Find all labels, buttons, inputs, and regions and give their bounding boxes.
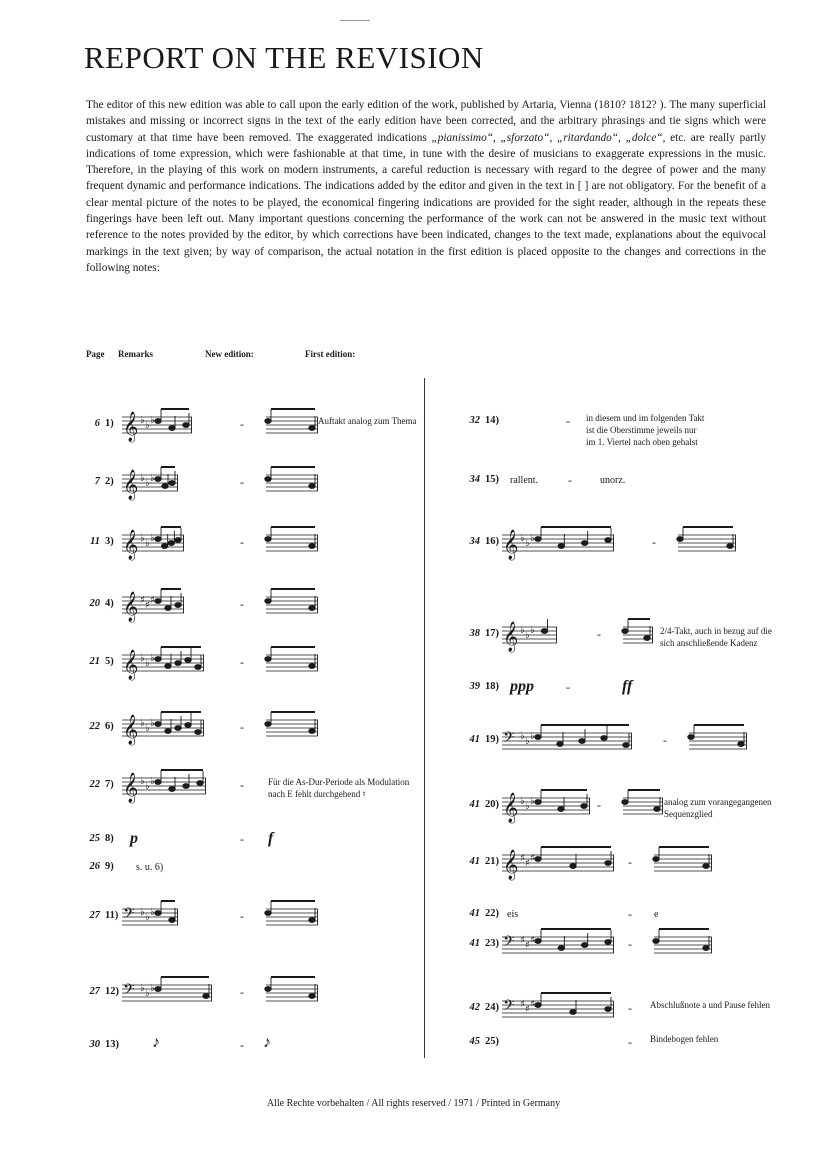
note-page-number: 39 (469, 681, 480, 692)
svg-text:𝄞: 𝄞 (123, 650, 139, 680)
cross-reference-text: s. u. 6) (136, 862, 164, 873)
svg-text:♭: ♭ (530, 796, 535, 807)
note-number: 4) (105, 598, 114, 609)
svg-text:♭: ♭ (150, 983, 155, 994)
svg-text:♭: ♭ (140, 718, 145, 729)
first-edition-music-example (266, 593, 318, 617)
svg-text:♯: ♯ (530, 935, 535, 946)
note-number: 3) (105, 536, 114, 547)
svg-text:♭: ♭ (140, 415, 145, 426)
first-edition-dynamic: ff (622, 678, 633, 695)
svg-text:♭: ♭ (150, 907, 155, 918)
note-number: 23) (485, 938, 499, 949)
first-edition-music-example (623, 794, 663, 818)
separator-dash: - (240, 985, 244, 999)
note-page-number: 7 (94, 476, 100, 487)
note-page-number: 45 (469, 1036, 480, 1047)
note-number: 14) (485, 415, 499, 426)
note-page-number: 25 (89, 833, 100, 844)
page-title: REPORT ON THE REVISION (84, 40, 484, 75)
svg-text:♯: ♯ (525, 940, 530, 951)
svg-text:♭: ♭ (140, 653, 145, 664)
svg-text:𝄞: 𝄞 (123, 530, 139, 560)
new-edition-dynamic: p (130, 830, 138, 847)
note-number: 11) (105, 910, 119, 921)
svg-text:𝄞: 𝄞 (123, 470, 139, 500)
svg-text:♭: ♭ (150, 533, 155, 544)
svg-text:♯: ♯ (520, 935, 525, 946)
svg-text:♭: ♭ (145, 478, 150, 489)
svg-text:𝄞: 𝄞 (123, 773, 139, 803)
note-number: 21) (485, 856, 499, 867)
intro-paragraph: The editor of this new edition was able to call upon the early edition of the work, published by Artaria, Vienna (1810? 1812? ). The many superficial mistakes and missing or incorrect signs in the text of the early edition have been corrected, and the arbitrary phrasings and tie signs which were customary at that time have been removed. The exaggerated indications „pianissimo“, „sforzato“, „ritardando“, „dolce“, etc. are really partly indications of tome expression, which were fashionable at that time, in tune with the desire of musicians to exaggerate expressions in the music. Therefore, in the playing of this work on modern instruments, a careful reduction is necessary with regard to the degree of power and the many frequent dynamic and performance indications. The indications added by the editor and given in the text in [ ] are not obligatory. For the benefit of a clear mental picture of the notes to be played, the economical fingering indications are provided for the sight reader, although in the repeats these fingerings have been left out. Many important questions concerning the performance of the work can not be answered in the music text without reference to the notes provided by the editor, by which corrections have been indicated, changes to the text made, explanations about the equivocal markings in the text given; by way of comparison, the actual notation in the first edition is placed opposite to the changes and corrections in the following notes: (86, 99, 766, 274)
new-edition-music-example (122, 470, 178, 500)
svg-text:𝄢: 𝄢 (503, 933, 515, 954)
copyright-footer: Alle Rechte vorbehalten / All rights reserved / 1971 / Printed in Germany (266, 1098, 561, 1109)
svg-text:♯: ♯ (525, 858, 530, 869)
separator-dash: - (628, 937, 632, 951)
first-edition-music-example (266, 651, 318, 675)
separator-dash: - (566, 414, 570, 428)
separator-dash: - (568, 473, 572, 487)
separator-dash: - (628, 1001, 632, 1015)
new-edition-music-example (502, 530, 614, 560)
svg-text:♭: ♭ (520, 533, 525, 544)
svg-text:𝄞: 𝄞 (123, 715, 139, 745)
note-number: 20) (485, 799, 499, 810)
column-header-new-edition: New edition: (205, 349, 254, 359)
first-edition-music-example (678, 531, 736, 555)
note-number: 12) (105, 986, 119, 997)
svg-text:𝄞: 𝄞 (503, 622, 519, 652)
first-edition-music-example (266, 981, 318, 1005)
new-edition-music-example (122, 530, 184, 560)
separator-dash: - (240, 475, 244, 489)
new-edition-music-example (502, 622, 557, 652)
svg-text:♭: ♭ (520, 796, 525, 807)
note-remark: Für die As-Dur-Periode als Modulation nach E fehlt durchgehend ♮ (268, 777, 410, 799)
svg-text:𝄢: 𝄢 (503, 997, 515, 1018)
note-remark: 2/4-Takt, auch in bezug auf die sich anschließende Kadenz (660, 626, 772, 648)
separator-dash: - (240, 417, 244, 431)
note-number: 7) (105, 779, 114, 790)
svg-text:♭: ♭ (525, 630, 530, 641)
svg-text:♭: ♭ (140, 473, 145, 484)
new-edition-note-glyph: ♪ (152, 1034, 160, 1051)
separator-dash: - (597, 798, 601, 812)
svg-text:♭: ♭ (145, 781, 150, 792)
note-number: 18) (485, 681, 499, 692)
note-number: 2) (105, 476, 114, 487)
separator-dash: - (628, 1035, 632, 1049)
note-remark: Abschlußnote a und Pause fehlen (650, 1000, 770, 1010)
svg-text:♭: ♭ (525, 736, 530, 747)
new-edition-music-example (502, 997, 614, 1021)
first-edition-music-example (266, 471, 318, 495)
svg-text:♭: ♭ (140, 983, 145, 994)
svg-text:♯: ♯ (140, 595, 145, 606)
note-page-number: 20 (89, 598, 100, 609)
separator-dash: - (240, 597, 244, 611)
first-edition-text: e (654, 909, 659, 920)
svg-text:♭: ♭ (145, 912, 150, 923)
note-number: 17) (485, 628, 499, 639)
note-number: 19) (485, 734, 499, 745)
svg-text:♭: ♭ (525, 538, 530, 549)
separator-dash: - (240, 778, 244, 792)
note-page-number: 41 (469, 799, 480, 810)
new-edition-music-example (122, 981, 212, 1005)
new-edition-music-example (122, 650, 204, 680)
note-page-number: 41 (469, 938, 480, 949)
first-edition-music-example (266, 531, 318, 555)
svg-text:𝄞: 𝄞 (123, 412, 139, 442)
svg-text:♭: ♭ (150, 473, 155, 484)
svg-text:♭: ♭ (150, 415, 155, 426)
new-edition-music-example (122, 412, 192, 442)
note-number: 9) (105, 861, 114, 872)
svg-text:♭: ♭ (530, 625, 535, 636)
note-page-number: 21 (89, 656, 100, 667)
separator-dash: - (628, 855, 632, 869)
svg-text:♭: ♭ (150, 776, 155, 787)
svg-text:♯: ♯ (530, 999, 535, 1010)
svg-text:♭: ♭ (525, 801, 530, 812)
note-number: 15) (485, 474, 499, 485)
svg-text:♯: ♯ (145, 600, 150, 611)
note-number: 13) (105, 1039, 119, 1050)
first-edition-text: unorz. (600, 475, 626, 486)
note-page-number: 11 (90, 536, 100, 547)
new-edition-music-example (122, 715, 204, 745)
svg-text:♭: ♭ (140, 533, 145, 544)
note-remark: Bindebogen fehlen (650, 1034, 719, 1044)
new-edition-dynamic: ppp (510, 678, 534, 695)
note-number: 6) (105, 721, 114, 732)
separator-dash: - (240, 720, 244, 734)
separator-dash: - (566, 680, 570, 694)
svg-text:♭: ♭ (150, 718, 155, 729)
note-number: 5) (105, 656, 114, 667)
first-edition-music-example (623, 623, 653, 647)
note-page-number: 34 (469, 536, 480, 547)
first-edition-music-example (654, 933, 712, 957)
first-edition-music-example (266, 905, 318, 929)
note-remark: Auftakt analog zum Thema (318, 416, 417, 426)
svg-text:♯: ♯ (520, 853, 525, 864)
svg-text:♭: ♭ (150, 653, 155, 664)
column-header-remarks: Remarks (118, 349, 153, 359)
top-rule (340, 20, 370, 21)
note-page-number: 41 (469, 856, 480, 867)
svg-text:♯: ♯ (525, 1004, 530, 1015)
first-edition-music-example (266, 716, 318, 740)
separator-dash: - (240, 535, 244, 549)
svg-text:♭: ♭ (530, 731, 535, 742)
svg-text:♭: ♭ (145, 658, 150, 669)
new-edition-music-example (122, 773, 206, 803)
first-edition-dynamic: f (268, 830, 274, 847)
separator-dash: - (240, 832, 244, 846)
note-page-number: 30 (89, 1039, 100, 1050)
separator-dash: - (663, 733, 667, 747)
svg-text:♭: ♭ (145, 420, 150, 431)
svg-text:♯: ♯ (520, 999, 525, 1010)
column-header-page: Page (86, 349, 105, 359)
svg-text:♭: ♭ (520, 625, 525, 636)
new-edition-text: rallent. (510, 475, 539, 486)
svg-text:♯: ♯ (150, 595, 155, 606)
separator-dash: - (240, 909, 244, 923)
svg-text:♭: ♭ (140, 776, 145, 787)
column-divider (424, 378, 425, 1058)
note-page-number: 34 (469, 474, 480, 485)
svg-text:𝄢: 𝄢 (503, 729, 515, 750)
note-number: 8) (105, 833, 114, 844)
first-edition-music-example (689, 729, 747, 753)
svg-text:♭: ♭ (140, 907, 145, 918)
new-edition-music-example (122, 592, 184, 622)
note-number: 22) (485, 908, 499, 919)
note-number: 16) (485, 536, 499, 547)
svg-text:𝄢: 𝄢 (123, 981, 135, 1002)
svg-text:𝄞: 𝄞 (503, 793, 519, 823)
note-page-number: 32 (469, 415, 480, 426)
note-number: 24) (485, 1002, 499, 1013)
first-edition-music-example (266, 413, 318, 437)
note-page-number: 42 (469, 1002, 480, 1013)
new-edition-music-example (502, 729, 632, 753)
note-page-number: 41 (469, 734, 480, 745)
separator-dash: - (240, 655, 244, 669)
new-edition-music-example (502, 850, 614, 880)
separator-dash: - (628, 907, 632, 921)
new-edition-music-example (122, 905, 178, 929)
svg-text:♭: ♭ (520, 731, 525, 742)
svg-text:𝄞: 𝄞 (503, 850, 519, 880)
svg-text:♭: ♭ (530, 533, 535, 544)
note-page-number: 38 (469, 628, 480, 639)
separator-dash: - (597, 627, 601, 641)
note-number: 25) (485, 1036, 499, 1047)
new-edition-music-example (502, 793, 590, 823)
svg-text:𝄢: 𝄢 (123, 905, 135, 926)
svg-text:♯: ♯ (530, 853, 535, 864)
svg-text:♭: ♭ (145, 723, 150, 734)
note-number: 1) (105, 418, 114, 429)
first-edition-note-glyph: ♪ (263, 1034, 271, 1051)
separator-dash: - (652, 535, 656, 549)
column-header-first-edition: First edition: (305, 349, 356, 359)
note-remark: in diesem und im folgenden Takt ist die Oberstimme jeweils nur im 1. Viertel nach oben gehalst (586, 413, 705, 447)
svg-text:♭: ♭ (145, 538, 150, 549)
note-page-number: 22 (89, 779, 100, 790)
svg-text:𝄞: 𝄞 (123, 592, 139, 622)
first-edition-music-example (654, 851, 712, 875)
new-edition-text: eis (507, 909, 519, 920)
new-edition-music-example (502, 933, 614, 957)
svg-text:♭: ♭ (145, 988, 150, 999)
note-page-number: 6 (94, 418, 100, 429)
note-page-number: 41 (469, 908, 480, 919)
svg-text:𝄞: 𝄞 (503, 530, 519, 560)
note-page-number: 26 (89, 861, 100, 872)
note-page-number: 27 (89, 910, 100, 921)
separator-dash: - (240, 1038, 244, 1052)
note-page-number: 27 (89, 986, 100, 997)
note-remark: analog zum vorangegangenen Sequenzglied (664, 797, 772, 819)
note-page-number: 22 (89, 721, 100, 732)
